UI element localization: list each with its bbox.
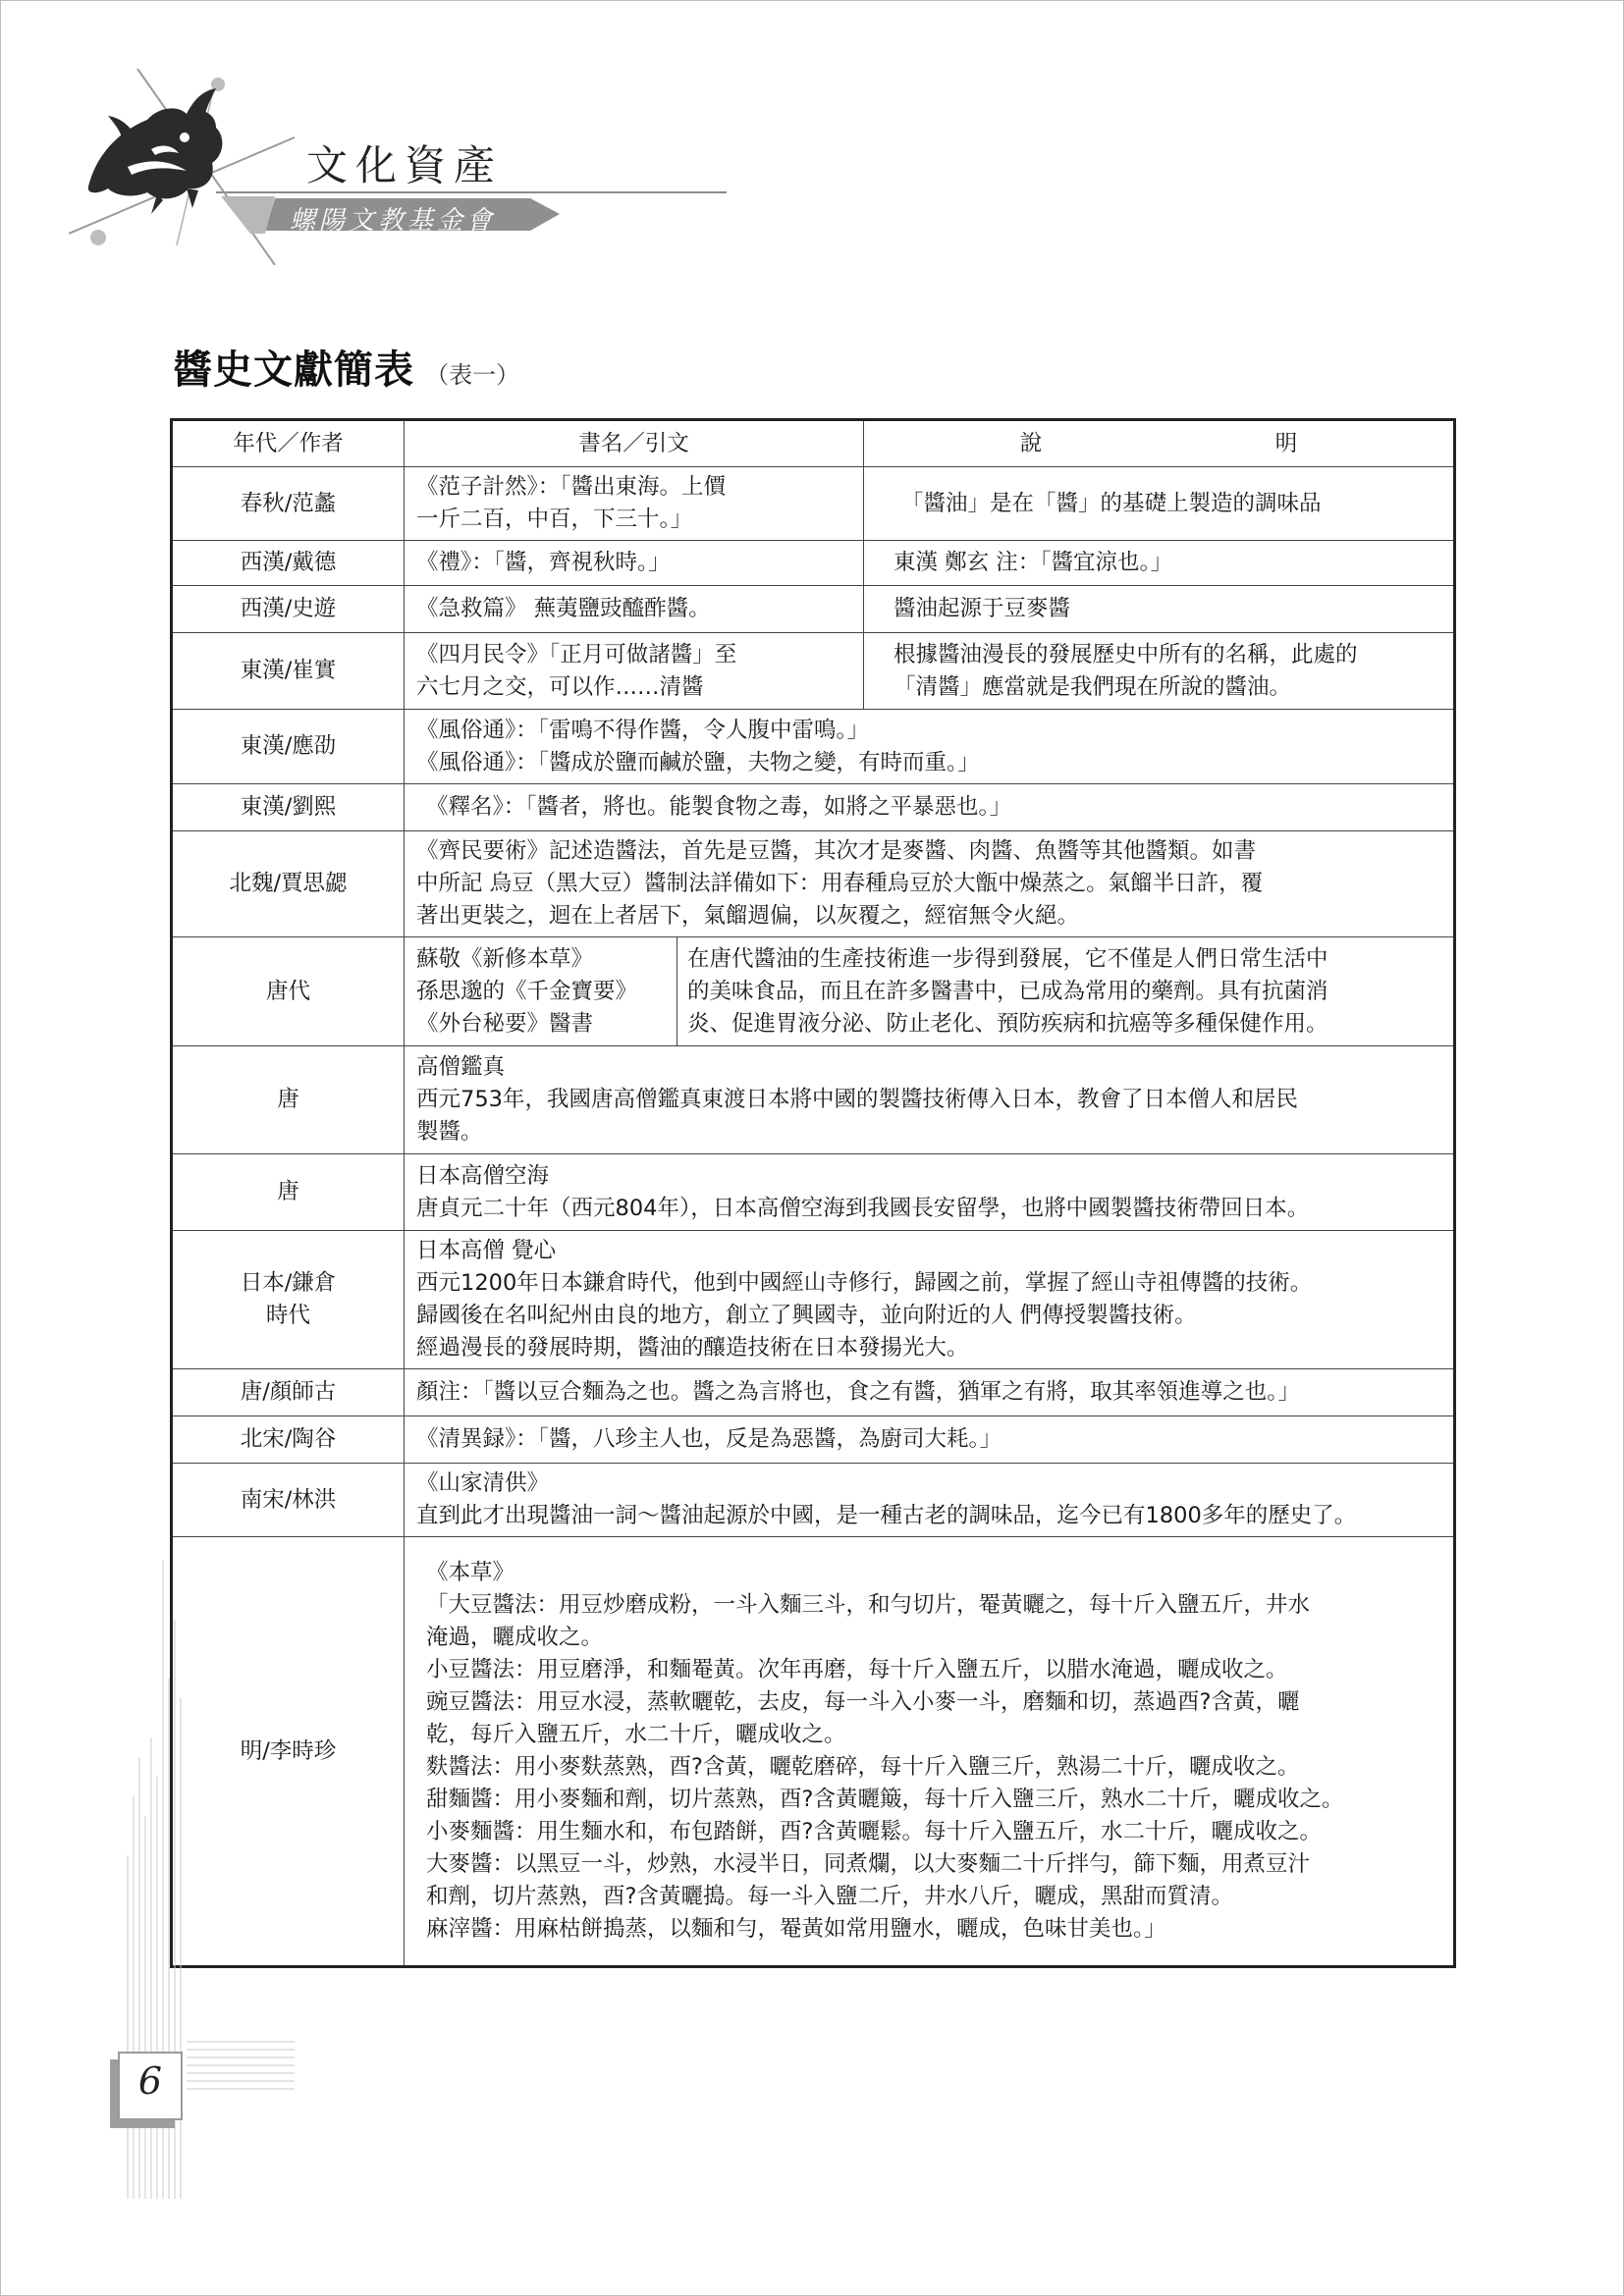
header-title: 文化資產: [306, 141, 504, 189]
header-era: 年代／作者: [172, 420, 405, 467]
table-row: [172, 586, 1455, 633]
page-title: [173, 339, 519, 395]
merged-content-cell: 顏注：「醬以豆合麵為之也。醬之為言將也，食之有醬，猶軍之有將，取其率領進導之也。」: [405, 1369, 1455, 1416]
header-description: 說 明: [864, 420, 1455, 467]
era-cell: 西漢/戴德: [172, 541, 405, 586]
description-cell: 根據醬油漫長的發展歷史中所有的名稱，此處的 「清醬」應當就是我們現在所說的醬油。: [864, 633, 1455, 710]
era-cell: 唐: [172, 1046, 405, 1154]
header-book: 書名／引文: [405, 420, 864, 467]
merged-content-cell: 《齊民要術》記述造醬法，首先是豆醬，其次才是麥醬、肉醬、魚醬等其他醬類。如書 中所記 烏豆（黑大豆）醬制法詳備如下：用春種烏豆於大甑中燥蒸之。氣餾半日許，覆 著出更裝之，迴在上者居下，氣餾週偏，以灰覆之，經宿無令火絕。: [405, 831, 1455, 937]
table-row: [172, 937, 1455, 1046]
literature-table: [170, 418, 1456, 1968]
header-subtitle: 螺陽文教基金會: [290, 206, 497, 236]
merged-content-cell: 《本草》 「大豆醬法：用豆炒磨成粉，一斗入麵三斗，和勻切片，罨黃曬之，每十斤入鹽五斤，井水 淹過，曬成收之。 小豆醬法：用豆磨淨，和麵罨黃。次年再磨，每十斤入鹽五斤，以腊水淹過，曬成收之。 豌豆醬法：用豆水浸，蒸軟曬乾，去皮，每一斗入小麥一斗，磨麵和切，蒸過酉?含黃，曬 乾，每斤入鹽五斤，水二十斤，曬成收之。 麩醬法：用小麥麩蒸熟，酉?含黃，曬乾磨碎，每十斤入鹽三斤，熟湯二十斤，曬成收之。 甜麵醬：用小麥麵和劑，切片蒸熟，酉?含黃曬簸，每十斤入鹽三斤，熟水二十斤，曬成收之。 小麥麵醬：用生麵水和，布包踏餅，酉?含黃曬鬆。每十斤入鹽五斤，水二十斤，曬成收之。 大麥醬：以黑豆一斗，炒熟，水浸半日，同煮爛，以大麥麵二十斤拌勻，篩下麵，用煮豆汁 和劑，切片蒸熟，酉?含黃曬搗。每一斗入鹽二斤，井水八斤，曬成，黑甜而質清。 麻滓醬：用麻枯餅搗蒸，以麵和勻，罨黃如常用鹽水，曬成，色味甘美也。」: [405, 1537, 1455, 1967]
table-row: [172, 1231, 1455, 1369]
era-cell: 西漢/史遊: [172, 586, 405, 633]
merged-content-cell: 日本高僧空海 唐貞元二十年（西元804年），日本高僧空海到我國長安留學，也將中國製醬技術帶回日本。: [405, 1154, 1455, 1231]
book-cell: 蘇敬《新修本草》 孫思邈的《千金寶要》 《外台秘要》醫書: [405, 937, 677, 1045]
table-row: [172, 1537, 1455, 1967]
era-cell: 東漢/應劭: [172, 710, 405, 784]
era-cell: 唐代: [172, 937, 405, 1046]
era-cell: 北魏/賈思勰: [172, 831, 405, 937]
inner-split-table: [405, 937, 1453, 1045]
table-row: [172, 633, 1455, 710]
era-cell: 東漢/崔實: [172, 633, 405, 710]
table-row: [172, 1416, 1455, 1464]
book-cell: 《禮》：「醬，齊視秋時。」: [405, 541, 864, 586]
table-label: （表一）: [425, 361, 520, 389]
table-row: [172, 467, 1455, 541]
document-title: 醬史文獻簡表: [173, 347, 414, 393]
era-cell: 日本/鎌倉 時代: [172, 1231, 405, 1369]
era-cell: 唐: [172, 1154, 405, 1231]
book-cell: 《四月民令》「正月可做諸醬」至 六七月之交，可以作……清醬: [405, 633, 864, 710]
book-cell: 《范子計然》：「醬出東海。上價 一斤二百，中百，下三十。」: [405, 467, 864, 541]
description-cell: 醬油起源于豆麥醬: [864, 586, 1455, 633]
era-cell: 唐/顏師古: [172, 1369, 405, 1416]
page-number: 6: [137, 2059, 163, 2103]
description-cell: 「醬油」是在「醬」的基礎上製造的調味品: [864, 467, 1455, 541]
header: [69, 69, 756, 265]
merged-content-cell: 日本高僧 覺心 西元1200年日本鎌倉時代，他到中國經山寺修行，歸國之前，掌握了經山寺祖傳醬的技術。 歸國後在名叫紀州由良的地方，創立了興國寺，並向附近的人 們傳授製醬技術。 經過漫長的發展時期，醬油的釀造技術在日本發揚光大。: [405, 1231, 1455, 1369]
table-row: [172, 541, 1455, 586]
merged-content-cell: 《山家清供》 直到此才出現醬油一詞～醬油起源於中國，是一種古老的調味品，迄今已有1800多年的歷史了。: [405, 1464, 1455, 1537]
era-cell: 東漢/劉熙: [172, 784, 405, 831]
table-row: [172, 1046, 1455, 1154]
merged-content-cell: 《釋名》：「醬者，將也。能製食物之毒，如將之平暴惡也。」: [405, 784, 1455, 831]
era-cell: 春秋/范蠡: [172, 467, 405, 541]
era-cell: 南宋/林洪: [172, 1464, 405, 1537]
merged-content-cell: 《清異録》：「醬，八珍主人也，反是為惡醬，為廚司大耗。」: [405, 1416, 1455, 1464]
table-row: [172, 784, 1455, 831]
table-row: [172, 1369, 1455, 1416]
book-cell: 《急救篇》 蕪荑鹽豉醯酢醬。: [405, 586, 864, 633]
description-cell: 東漢 鄭玄 注：「醬宜涼也。」: [864, 541, 1455, 586]
split-content-cell: [405, 937, 1455, 1046]
table-row: [172, 1154, 1455, 1231]
table-header-row: [172, 420, 1455, 467]
merged-content-cell: 高僧鑑真 西元753年，我國唐高僧鑑真東渡日本將中國的製醬技術傳入日本，教會了日本僧人和居民 製醬。: [405, 1046, 1455, 1154]
merged-content-cell: 《風俗通》：「雷鳴不得作醬，令人腹中雷鳴。」 《風俗通》：「醬成於鹽而鹹於鹽，夫物之變，有時而重。」: [405, 710, 1455, 784]
table-row: [172, 1464, 1455, 1537]
era-cell: 明/李時珍: [172, 1537, 405, 1967]
table-row: [172, 710, 1455, 784]
table-row: [172, 831, 1455, 937]
description-cell: 在唐代醬油的生產技術進一步得到發展，它不僅是人們日常生活中 的美味食品，而且在許多醫書中，已成為常用的藥劑。具有抗菌消 炎、促進胃液分泌、防止老化、預防疾病和抗癌等多種保健作用。: [687, 945, 1328, 1037]
era-cell: 北宋/陶谷: [172, 1416, 405, 1464]
page-number-box: [118, 2052, 183, 2120]
